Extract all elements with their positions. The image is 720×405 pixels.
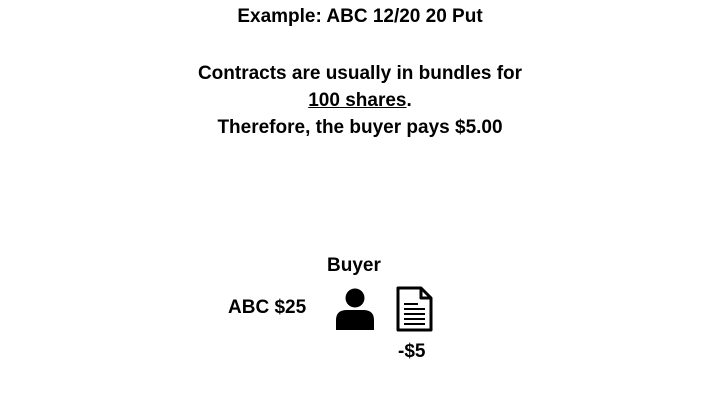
buyer-label: Buyer xyxy=(327,255,381,276)
shares-emphasis: 100 shares xyxy=(308,90,407,111)
document-icon xyxy=(396,286,433,332)
explanation-line-2 xyxy=(0,87,720,114)
stock-price-label: ABC $25 xyxy=(228,297,307,318)
explanation-text xyxy=(0,60,720,141)
payment-amount-label: -$5 xyxy=(398,341,426,362)
explanation-line-3: Therefore, the buyer pays $5.00 xyxy=(217,117,503,138)
person-icon xyxy=(335,288,375,330)
line-2-period: . xyxy=(406,90,412,111)
slide-title: Example: ABC 12/20 20 Put xyxy=(237,6,483,27)
explanation-line-1: Contracts are usually in bundles for xyxy=(197,63,523,84)
